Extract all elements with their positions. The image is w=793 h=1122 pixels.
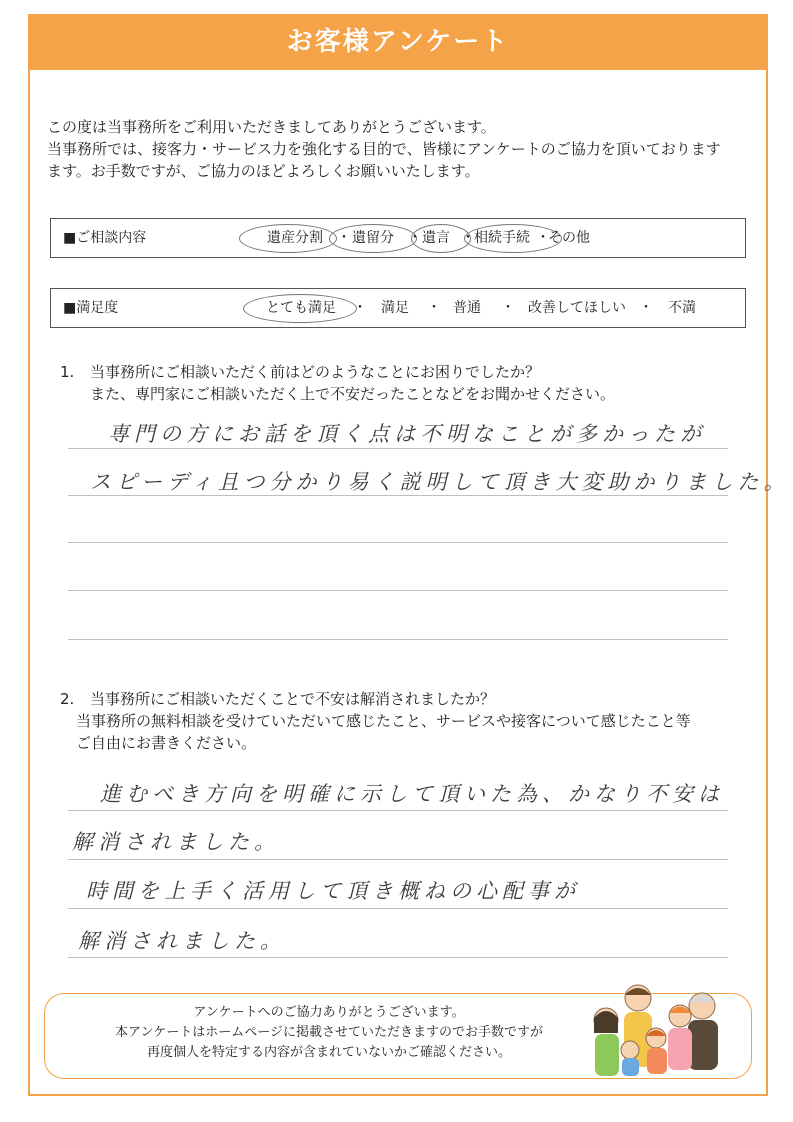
handwritten-answer: 専門の方にお話を頂く点は不明なことが多かったが [108,422,706,446]
handwritten-answer: 時間を上手く活用して頂き概ねの心配事が [86,879,580,903]
question-number: 1. [60,363,75,381]
handwritten-answer: 解消されました。 [72,830,280,854]
separator: ・ [408,230,422,246]
intro-text [47,116,752,182]
footer-line: アンケートへのご協力ありがとうございます。 [193,1005,465,1020]
answer-line [68,908,728,909]
consultation-label: ■ご相談内容 [63,230,147,246]
question-text: 当事務所にご相談いただくことで不安は解消されましたか？ [90,690,496,708]
satisfaction-field [50,288,746,328]
consultation-option[interactable]: 遺留分 [352,230,394,246]
separator: ・ [501,300,515,316]
handwritten-answer: スピーディ且つ分かり易く説明して頂き大変助かりました。 [90,470,790,494]
answer-line [68,859,728,860]
handwritten-answer: 進むべき方向を明確に示して頂いた為、かなり不安は [100,782,724,806]
footer-text [44,1003,614,1063]
question-text: 当事務所にご相談いただく前はどのようなことにお困りでしたか？ [90,363,541,381]
footer-line: 本アンケートはホームページに掲載させていただきますのでお手数ですが [115,1025,543,1040]
intro-line: 当事務所では、接客力・サービス力を強化する目的で、皆様にアンケートのご協力を頂いております [47,140,721,158]
separator: ・ [639,300,653,316]
answer-line [68,590,728,591]
answer-line [68,448,728,449]
satisfaction-option[interactable]: とても満足 [266,300,336,316]
question-text: 当事務所の無料相談を受けていただいて感じたこと、サービスや接客について感じたこと等 [76,712,691,730]
footer-line: 再度個人を特定する内容が含まれていないかご確認ください。 [146,1045,511,1060]
question-text: ご自由にお書きください。 [76,734,257,752]
answer-line [68,810,728,811]
consultation-option[interactable]: 相続手続 [474,230,530,246]
handwritten-answer: 解消されました。 [78,929,286,953]
intro-line: ます。お手数ですが、ご協力のほどよろしくお願いいたします。 [47,162,480,180]
family-illustration [590,978,730,1083]
question-number: 2. [60,690,75,708]
answer-line [68,542,728,543]
separator: ・ [536,230,550,246]
intro-line: この度は当事務所をご利用いただきましてありがとうございます。 [47,118,496,136]
satisfaction-option[interactable]: 普通 [453,300,481,316]
question-text: また、専門家にご相談いただく上で不安だったことなどをお聞かせください。 [90,385,616,403]
separator: ・ [461,230,475,246]
separator: ・ [427,300,441,316]
satisfaction-option[interactable]: 満足 [381,300,409,316]
question-1 [60,361,615,405]
consultation-option[interactable]: 遺言 [422,230,450,246]
consultation-option[interactable]: 遺産分割 [267,230,323,246]
question-2 [60,688,691,754]
answer-line [68,639,728,640]
answer-line [68,957,728,958]
satisfaction-option[interactable]: 不満 [668,300,696,316]
separator: ・ [337,230,351,246]
satisfaction-label: ■満足度 [63,300,119,316]
consultation-field [50,218,746,258]
separator: ・ [353,300,367,316]
page-title: お客様アンケート [28,14,768,70]
satisfaction-option[interactable]: 改善してほしい [528,300,626,316]
consultation-option[interactable]: その他 [548,230,590,246]
